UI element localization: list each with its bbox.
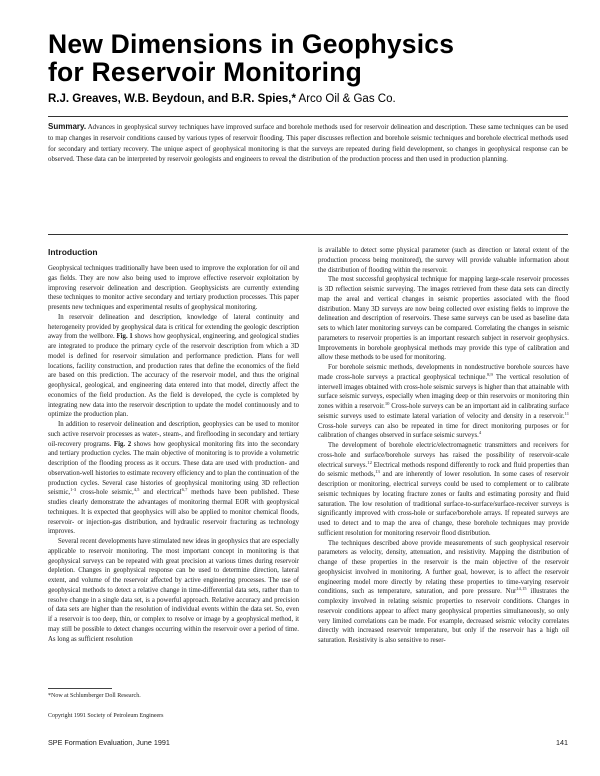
paragraph-9-text-a: The techniques described above provide measurements of such geophysical reservoir parameters as velocity, density, attenuation, and resistivity. Mapping the distribution of change of these properties in the reservoir is the main objective of the reservoir geophysicist involved in monitoring. A further goal, however, is to affect the reservoir engineering model more directly by relating these properties to time-varying reservoir conditions, such as temperature, saturation, and pore pressure. Nur — [318, 539, 569, 596]
paragraph-7-text-c: Cross-hole surveys can be an important aid in calibrating surface seismic surveys used to estimate lateral variation of velocity and density in a reservoir. — [318, 403, 569, 420]
copyright-notice: Copyright 1991 Society of Petroleum Engineers — [48, 713, 164, 719]
paragraph-1: Geophysical techniques traditionally have been used to improve the exploration for oil and gas fields. They are now also being used to improve effective reservoir exploitation by improving reservoir delineation and description. Geophysicists are currently extending these techniques to monitor active secondary and tertiary production processes. This paper presents new techniques and experimental results of geophysical monitoring. — [48, 265, 299, 311]
paragraph-2-text-b: shows how geophysical, engineering, and geological studies are integrated to produce the primary cycle of the reservoir description from which a 3D model is defined for reservoir simulation and performance prediction. Plans for well locations, facility construction, and production rates that define the economics of the field are based on this prediction. The accuracy of the reservoir model, and thus the original geophysical, geological, and engineering data entered into that model, directly affect the economics of the field production. As the field is developed, the cycle is completed by integrating new data into the reservoir description to update the model continuously and to optimize the production plan. — [48, 333, 299, 419]
figure-2-reference: Fig. 2 — [113, 440, 132, 448]
page-number: 141 — [556, 738, 568, 747]
paragraph-2 — [48, 313, 299, 420]
paragraph-3 — [48, 420, 299, 537]
citation: 10 — [384, 401, 390, 406]
paragraph-9-text-b: illustrates the complexity involved in relating seismic properties to reservoir conditions. Changes in reservoir conditions appear to affect many geophysical properties simultaneously, so only very limited correlations can be made. For example, decreased seismic velocity correlates directly with increased reservoir temperature, but only if the reservoir has a high oil saturation. Resistivity is also sensitive to reser- — [318, 588, 569, 644]
citation: 1-3 — [70, 487, 77, 493]
affiliation: Arco Oil & Gas Co. — [295, 93, 396, 105]
paragraph-3-text-e: methods have been published. These studies clearly demonstrate the advantages of monitoring thermal EOR with geophysical techniques. It is expected that geophysics will also be applied to monitor chemical floods, reservoir- or injection-gas distribution, and hydraulic reservoir fracturing as technology improves. — [48, 489, 299, 536]
citation: 6,7 — [181, 487, 188, 493]
paragraph-7-text-a: For borehole seismic methods, developments in nondestructive borehole sources have made cross-hole surveys a practical geophysical technique. — [318, 364, 569, 381]
paragraph-3-text-d: and electrical — [139, 489, 182, 497]
title-line-1: New Dimensions in Geophysics — [48, 29, 455, 59]
left-column — [48, 246, 299, 644]
paragraph-8-text-b: Electrical methods respond differently to rock and fluid properties than do seismic methods, — [318, 461, 569, 479]
citation: 4 — [478, 430, 482, 436]
paragraph-3-text-b: shows how geophysical monitoring fits into the secondary and tertiary production cycles. The main objective of monitoring is to provide a volumetric description of the flooding process as it occurs. These data are used with production- and observation-well histories to estimate recovery efficiency and to plan the continuation of the production cycles. Several case histories of geophysical monitoring using 3D reflection seismic, — [48, 440, 299, 497]
paragraph-2-text-a: In reservoir delineation and description, knowledge of lateral continuity and heterogeneity provided by geophysical data is critical for extending the geologic description away from the wellbore. — [48, 313, 299, 341]
paragraph-7-text-d: Cross-hole surveys can also be repeated in time for direct monitoring purposes or for calibration of changes observed in surface seismic surveys. — [318, 422, 569, 440]
paragraph-9 — [318, 539, 569, 646]
summary-top-rule — [48, 116, 568, 117]
title-line-2: for Reservoir Monitoring — [48, 57, 362, 87]
summary-abstract — [48, 122, 568, 166]
section-heading-introduction: Introduction — [48, 247, 98, 257]
byline — [48, 92, 568, 106]
authors: R.J. Greaves, W.B. Beydoun, and B.R. Spies,* — [48, 93, 296, 105]
paragraph-6: The most successful geophysical technique for mapping large-scale reservoir processes is 3D reflection seismic surveying. The images retrieved from these data sets can directly map the areal and vertical changes in seismic properties associated with the flood distribution. Many 3D surveys are now being collected over existing fields to improve the delineation and description of reservoirs. These same surveys can be used as baseline data sets to which later monitoring surveys can be compared. Correlating the changes in seismic parameters to reservoir properties is an important research subject in reservoir geophysics. Improvements in borehole geophysical methods may provide this type of calibration and allow these methods to be used for monitoring. — [318, 276, 569, 362]
paragraph-3-text-a: In addition to reservoir delineation and description, geophysics can be used to monitor such active reservoir processes as water-, steam-, and fireflooding in secondary and tertiary oil-recovery programs. — [48, 421, 299, 448]
paragraph-8-text-c: and are inherently of lower resolution. In some cases of reservoir description or monitoring, electrical surveys could be used to complement or to calibrate seismic techniques by locating fracture zones or faults and estimating porosity and fluid saturation. The low resolution of traditional surface-to-surface/surface-receiver surveys is significantly improved with cross-hole or surface/borehole arrays. If repeated surveys are used to detect and to map the area of change, these borehole techniques may provide sufficient resolution for monitoring reservoir flood distribution. — [318, 471, 569, 537]
paragraph-7-text-b: The vertical resolution of interwell images obtained with cross-hole seismic surveys is higher than that attainable with surface seismic surveys, especially when imaging deep or thin reservoirs or monitoring thin zones within a reservoir. — [318, 373, 569, 410]
citation: 11 — [564, 410, 569, 416]
footnote-rule — [48, 688, 112, 689]
citation: 14,15 — [516, 586, 527, 592]
paragraph-7 — [318, 363, 569, 441]
summary-bottom-rule — [48, 234, 568, 235]
paragraph-8 — [318, 441, 569, 539]
citation: 4,5 — [133, 487, 140, 493]
right-column — [318, 246, 569, 646]
summary-text: Advances in geophysical survey techniques have improved surface and borehole methods used for reservoir delineation and description. These same techniques can be used to map changes in reservoir conditions caused by various types of reservoir flooding. This paper discusses reflection and borehole seismic techniques and borehole electrical methods used for secondary and tertiary recovery. The unique aspect of geophysical monitoring is that the surveys are repeated during field development, so changes in geophysical response can be observed. These data can be interpreted by reservoir geologists and engineers to reveal the distribution of the production process and then used in production planning. — [48, 124, 568, 164]
author-footnote: *Now at Schlumberger Doll Research. — [48, 693, 141, 699]
figure-1-reference: Fig. 1 — [116, 333, 133, 341]
paragraph-8-text-a: The development of borehole electric/electromagnetic transmitters and receivers for cross-hole and surface/borehole surveys has raised the possibility of reservoir-scale electrical surveys. — [318, 442, 569, 469]
paragraph-3-text-c: cross-hole seismic, — [76, 489, 134, 497]
summary-label: Summary. — [48, 122, 87, 131]
paragraph-4: Several recent developments have stimulated new ideas in geophysics that are especially applicable to reservoir monitoring. The most important concept in monitoring is that geophysical surveys can be repeated with great precision at various times during reservoir depletion. Changes in geophysical response can be used to determine direction, lateral extent, and volume of the reservoir affected by active engineering processes. The use of geophysical methods to detect a relative change in time-differential data sets, rather than to resolve change in a single data set, is a powerful approach. Relative accuracy and precision of data sets are higher than the resolution of individual events within the data set. So, even if a reservoir is too deep, thin, or complex to resolve or image by a geophysical method, it may still be possible to detect changes occurring within the reservoir over a period of time. As long as sufficient resolution — [48, 538, 300, 643]
paper-title — [48, 30, 568, 86]
journal-footer: SPE Formation Evaluation, June 1991 — [48, 738, 170, 747]
paragraph-5: is available to detect some physical parameter (such as direction or lateral extent of the production process being monitored), the survey will provide valuable information about the distribution of flooding within the reservoir. — [318, 247, 569, 274]
citation: 12 — [367, 459, 372, 465]
citation: 13 — [375, 469, 380, 475]
citation: 8,9 — [487, 371, 493, 377]
